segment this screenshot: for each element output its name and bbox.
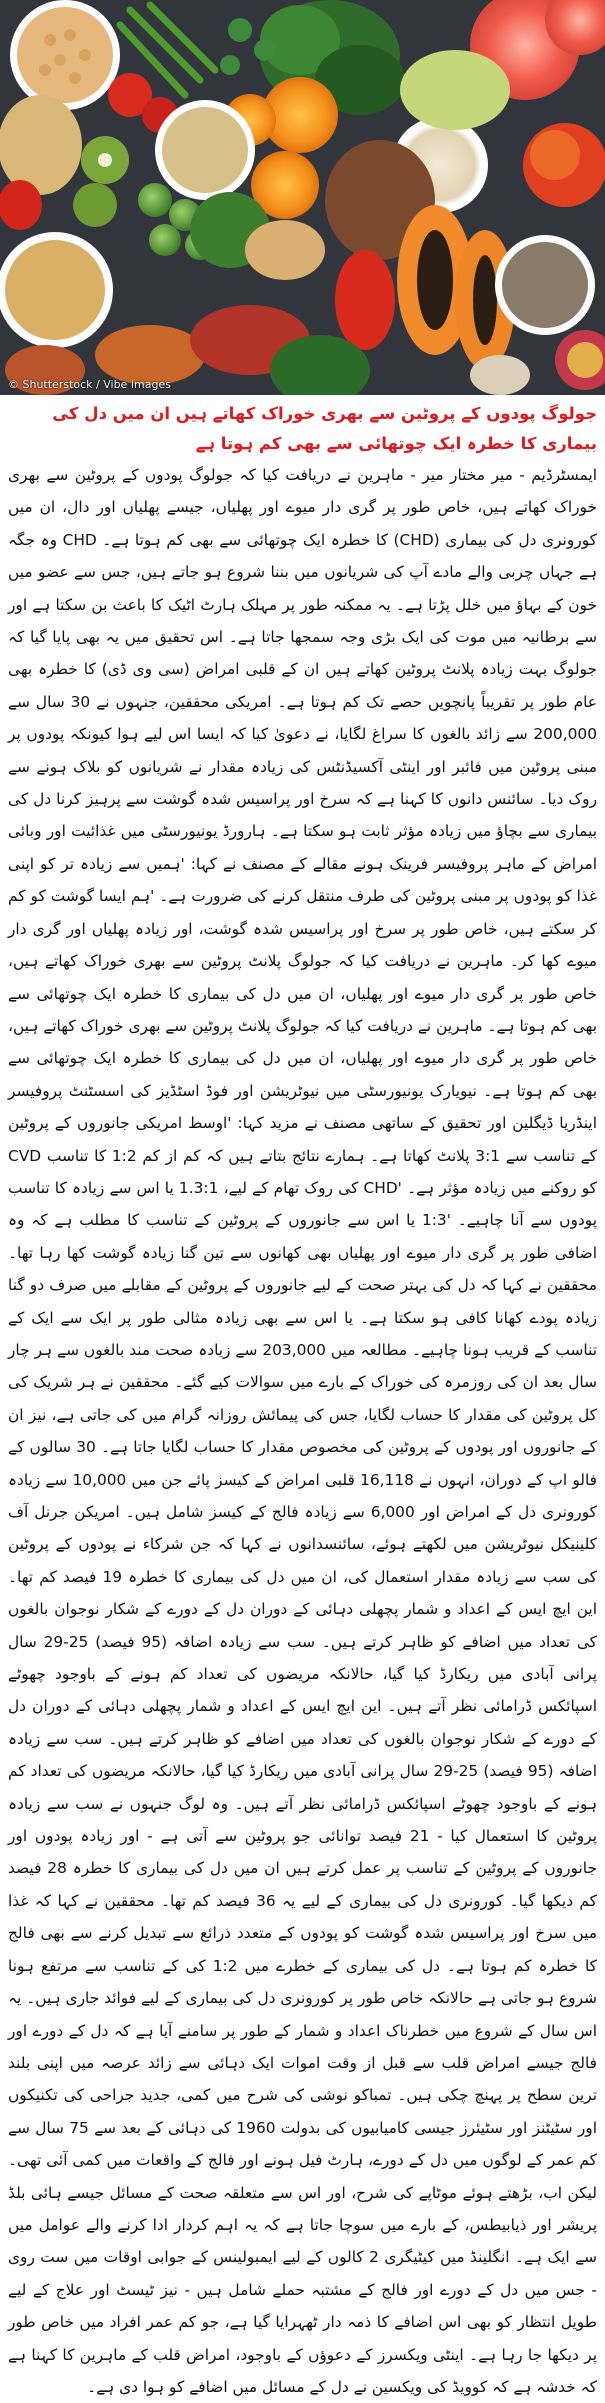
vegetables-fruits-photo-icon: [0, 0, 605, 395]
hero-image: [0, 0, 605, 395]
article-body: ایمسٹرڈیم - میر مختار میر - ماہرین نے دریافت کیا کہ جولوگ پودوں کے پروٹین سے بھری خوراک کھاتے ہیں، خاص طور پر گری دار میوے اور پھلیاں، جیسے پھلیاں اور دال، ان میں کورونری دل کی بیماری (CHD) کا خطرہ ایک چوتھائی سے بھی کم ہوتا ہے۔ CHD وہ جگہ ہے جہاں چربی والے مادے آپ کی شریانوں میں بننا شروع ہو جاتے ہیں، جس سے عضو میں خون کے بہاؤ میں خلل پڑتا ہے۔ یہ ممکنہ طور پر مہلک ہارٹ اٹیک کا باعث بن سکتا ہے اور سے برطانیہ میں موت کی ایک بڑی وجہ سمجھا جاتا ہے۔ اس تحقیق میں یہ بھی پایا گیا کہ جولوگ بہت زیادہ پلانٹ پروٹین کھاتے ہیں ان کے قلبی امراض (سی وی ڈی) کا خطرہ بھی عام طور پر تقریباً پانچویں حصے تک کم ہوتا ہے۔ امریکی محققین، جنہوں نے 30 سال سے 200,000 سے زائد بالغوں کا سراغ لگایا، نے دعویٰ کیا کہ ایسا اس لیے ہوا کیونکہ پودوں پر مبنی پروٹین میں فائبر اور اینٹی آکسیڈنٹس کی زیادہ مقدار نے شریانوں کو بلاک ہونے سے روک دیا۔ سائنس دانوں کا کہنا ہے کہ سرخ اور پراسیس شدہ گوشت سے پرہیز کرنا دل کی بیماری سے بچاؤ میں زیادہ مؤثر ثابت ہو سکتا ہے۔ ہارورڈ یونیورسٹی میں غذائیت اور وبائی امراض کے ماہر پروفیسر فرینک ہونے مقالے کے مصنف نے کہا: 'ہمیں سے زیادہ تر کو اپنی غذا کو پودوں پر مبنی پروٹین کی طرف منتقل کرنے کی ضرورت ہے۔ 'ہم ایسا گوشت کو کم کر سکتے ہیں، خاص طور پر سرخ اور پراسیس شدہ گوشت، اور زیادہ پھلیاں اور گری دار میوے کھا کر۔ ماہرین نے دریافت کیا کہ جولوگ پلانٹ پروٹین سے بھری خوراک کھاتے ہیں، خاص طور پر گری دار میوے اور پھلیاں، ان میں دل کی بیماری کا خطرہ ایک چوتھائی سے بھی کم ہوتا ہے۔ ماہرین نے دریافت کیا کہ جولوگ پلانٹ پروٹین سے بھری خوراک کھاتے ہیں، خاص طور پر گری دار میوے اور پھلیاں، ان میں دل کی بیماری کا خطرہ ایک چوتھائی سے بھی کم ہوتا ہے۔ نیویارک یونیورسٹی میں نیوٹریشن اور فوڈ اسٹڈیز کی اسسٹنٹ پروفیسر اینڈریا ڈیگلین اور تحقیق کے ساتھی مصنف نے مزید کہا: 'اوسط امریکی جانوروں کے پروٹین کے تناسب سے 3:1 پلانٹ کھاتا ہے۔ ہمارے نتائج بتاتے ہیں کہ کم از کم 1:2 کا تناسب CVD کو روکنے میں زیادہ مؤثر ہے۔ 'CHD کی روک تھام کے لیے، 1.3:1 یا اس سے زیادہ کا تناسب پودوں سے آنا چاہیے۔ '1:3 یا اس سے جانوروں کے پروٹین کے تناسب کا مطلب ہے کہ وہ اضافی طور پر گری دار میوے اور پھلیاں بھی کھانوں سے تین گنا زیادہ گوشت کھا رہا تھا۔ محققین نے کہا کہ دل کی بہتر صحت کے لیے جانوروں کے پروٹین کے مقابلے میں صرف دو گنا زیادہ پودے کھانا کافی ہو سکتا ہے۔ یا اس سے بھی زیادہ مثالی طور پر ایک سے ایک کے تناسب کے قریب ہونا چاہیے۔ مطالعہ میں 203,000 سے زیادہ صحت مند بالغوں سے ہر چار سال بعد ان کی روزمرہ کی خوراک کے بارے میں سوالات کیے گئے۔ محققین نے ہر شریک کی کل پروٹین کی مقدار کا حساب لگایا، جس کی پیمائش روزانہ گرام میں کی جاتی ہے، نیز ان کے جانوروں اور پودوں کے پروٹین کی مخصوص مقدار کا حساب لگایا جاتا ہے۔ 30 سالوں کے فالو اپ کے دوران، انہوں نے 16,118 قلبی امراض کے کیسز پائے جن میں 10,000 سے زیادہ کورونری دل کے امراض اور 6,000 سے زیادہ فالج کے کیسز شامل ہیں۔ امریکن جرنل آف کلینیکل نیوٹریشن میں لکھتے ہوئے، سائنسدانوں نے کہا کہ جن شرکاء نے پودوں کے پروٹین کی سب سے زیادہ مقدار استعمال کی، ان میں دل کی بیماری کا خطرہ 19 فیصد کم تھا۔ این ایچ ایس کے اعداد و شمار پچھلی دہائی کے دوران دل کے دورے کے شکار نوجوان بالغوں کی تعداد میں اضافے کو ظاہر کرتے ہیں۔ سب سے زیادہ اضافہ (95 فیصد) 25-29 سال پرانی آبادی میں ریکارڈ کیا گیا، حالانکہ مریضوں کی تعداد کم ہونے کے باوجود چھوٹے اسپائکس ڈرامائی نظر آتے ہیں۔ این ایچ ایس کے اعداد و شمار پچھلی دہائی کے دوران دل کے دورے کے شکار نوجوان بالغوں کی تعداد میں اضافے کو ظاہر کرتے ہیں۔ سب سے زیادہ اضافہ (95 فیصد) 25-29 سال پرانی آبادی میں ریکارڈ کیا گیا، حالانکہ مریضوں کی تعداد کم ہونے کے باوجود چھوٹے اسپائکس ڈرامائی نظر آتے ہیں۔ وہ لوگ جنہوں نے سب سے زیادہ پروٹین کا استعمال کیا - 21 فیصد توانائی جو پروٹین سے آتی ہے - اور زیادہ پودوں اور جانوروں کے پروٹین کے تناسب پر عمل کرتے ہیں ان میں دل کی بیماری کا خطرہ 28 فیصد کم دیکھا گیا۔ کورونری دل کی بیماری کے لیے یہ 36 فیصد کم تھا۔ محققین نے کہا کہ غذا میں سرخ اور پراسیس شدہ گوشت کو پودوں کے متعدد ذرائع سے تبدیل کرنے سے بھی فالج کا خطرہ کم ہوتا ہے۔ دل کی بیماری کے خطرے میں 1:2 کی کے تناسب سے مرتفع ہونا شروع ہو جاتی ہے حالانکہ خاص طور پر کورونری دل کی بیماری کے لیے فوائد جاری ہیں۔ یہ اس سال کے شروع میں خطرناک اعداد و شمار کے طور پر سامنے آیا ہے کہ دل کے دورے اور فالج جیسے امراض قلب سے قبل از وقت اموات ایک دہائی سے زائد عرصہ میں اپنی بلند ترین سطح پر پہنچ چکی ہیں۔ تمباکو نوشی کی شرح میں کمی، جدید جراحی کی تکنیکوں اور سٹیٹنز اور سٹیئرز جیسی کامیابیوں کی بدولت 1960 کی دہائی کے بعد سے 75 سال سے کم عمر کے لوگوں میں دل کے دورے، ہارٹ فیل ہونے اور فالج کے واقعات میں کمی آئی تھی۔ لیکن اب، بڑھتے ہوئے موٹاپے کی شرح، اور اس سے متعلقہ صحت کے مسائل جیسے ہائی بلڈ پریشر اور ذیابیطس، کے بارے میں سوچا جاتا ہے کہ یہ اہم کردار ادا کرنے والے عوامل میں سے ایک ہے۔ انگلینڈ میں کیٹیگری 2 کالوں کے لیے ایمبولینس کے جوابی اوقات میں ست روی - جس میں دل کے دورے اور فالج کے مشتبہ حملے شامل ہیں - نیز ٹیسٹ اور علاج کے لیے طویل انتظار کو بھی اس اضافے کا ذمہ دار ٹھہرایا گیا ہے، جو کم عمر افراد میں خاص طور پر دیکھا جا رہا ہے۔ اینٹی ویکسرز کے دعوؤں کے باوجود، امراض قلب کے ماہرین کا کہنا ہے کہ خدشہ ہے کہ کوویڈ کی ویکسین نے دل کے مسائل میں اضافے کو ہوا دی ہے۔: [8, 466, 598, 2396]
article-headline: جولوگ پودوں کے پروٹین سے بھری خوراک کھاتے ہیں ان میں دل کی بیماری کا خطرہ ایک چوتھائی سے بھی کم ہوتا ہے: [52, 404, 597, 453]
photo-credit: © Shutterstock / Vibe Images: [8, 378, 171, 391]
